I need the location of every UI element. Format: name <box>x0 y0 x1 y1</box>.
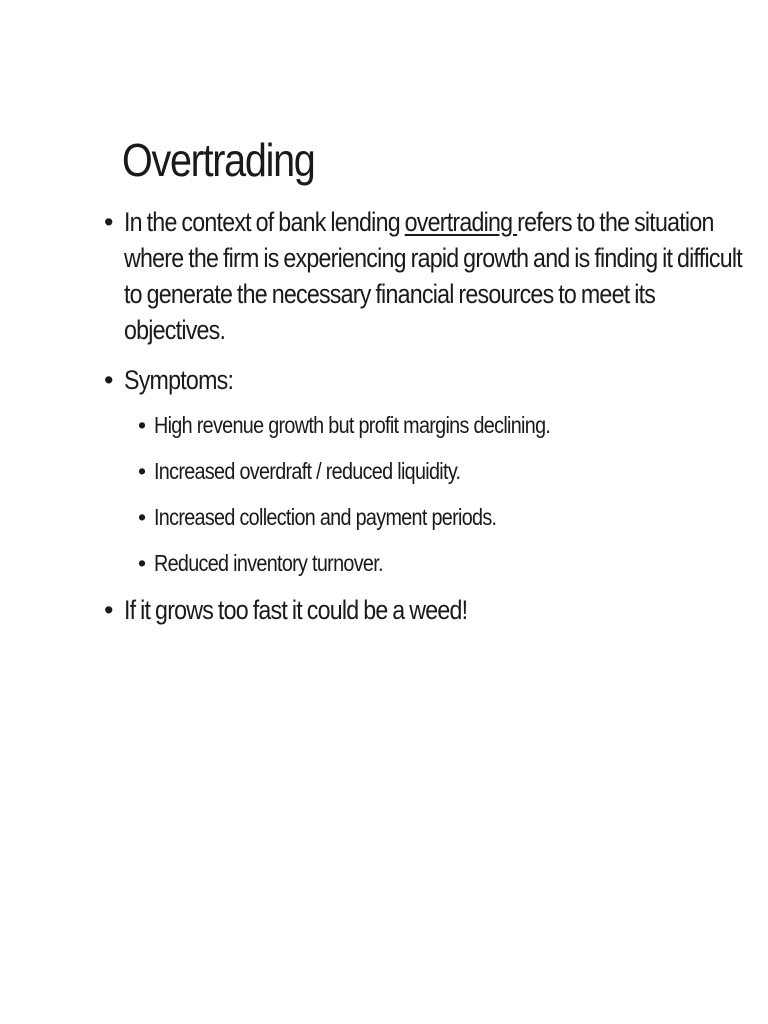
symptom-text: Increased overdraft / reduced liquidity. <box>154 458 461 484</box>
bullet-marker: • <box>104 365 113 395</box>
overtrading-term: overtrading <box>404 207 518 237</box>
list-item <box>138 454 744 488</box>
symptom-text: Reduced inventory turnover. <box>154 550 383 576</box>
bullet-weed <box>104 592 744 628</box>
definition-text-after: refers to the situation where the firm is experiencing rapid growth and is finding it difficult to generate the necessary financial resources to meet its objectives. <box>124 207 742 345</box>
bullet-marker: • <box>104 207 113 237</box>
symptom-text: High revenue growth but profit margins declining. <box>154 412 551 438</box>
definition-text-before: In the context of bank lending <box>124 207 405 237</box>
sub-bullet-marker: • <box>138 458 146 484</box>
list-item <box>138 546 744 580</box>
bullet-marker: • <box>104 595 113 625</box>
bullet-weed-text: If it grows too fast it could be a weed! <box>124 595 468 625</box>
bullet-symptoms <box>104 362 744 398</box>
sub-bullet-marker: • <box>138 550 146 576</box>
sub-bullet-marker: • <box>138 412 146 438</box>
list-item <box>138 500 744 534</box>
symptoms-sublist <box>138 408 744 580</box>
bullet-definition-text <box>124 204 743 348</box>
bullet-definition <box>104 204 744 348</box>
sub-bullet-marker: • <box>138 504 146 530</box>
slide-title: Overtrading <box>122 134 315 186</box>
list-item <box>138 408 744 442</box>
symptom-text: Increased collection and payment periods. <box>154 504 497 530</box>
bullet-symptoms-text: Symptoms: <box>124 365 234 395</box>
bullet-list <box>104 204 744 628</box>
